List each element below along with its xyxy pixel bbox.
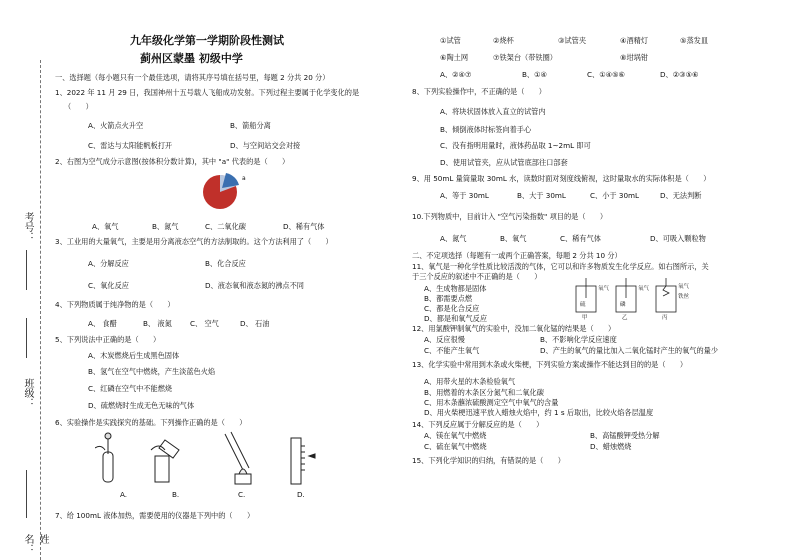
q7-item-4: ④酒精灯 <box>620 36 649 45</box>
q7-stem: 7、给 100mL 液体加热，需要使用的仪器是下列中的（ ） <box>55 511 255 520</box>
q1-opt-b: B、箭船分离 <box>230 121 271 130</box>
svg-text:铁丝: 铁丝 <box>678 294 690 300</box>
q9-opt-a: A、等于 30mL <box>440 191 489 200</box>
q5-opt-b: B、氢气在空气中燃烧，产生淡蓝色火焰 <box>88 367 216 376</box>
q1-opt-a: A、火箭点火升空 <box>88 121 144 130</box>
svg-text:乙: 乙 <box>622 315 628 320</box>
q2-opt-c: C、二氧化碳 <box>205 222 246 231</box>
q1-opt-c: C、雷达与太阳能帆板打开 <box>88 141 173 150</box>
q4-opt-d: D、 石油 <box>240 319 270 328</box>
q7-item-7: ⑦铁架台（带铁圈） <box>493 53 557 62</box>
q5-opt-c: C、红磷在空气中不能燃烧 <box>88 384 173 393</box>
svg-text:硫: 硫 <box>580 302 586 308</box>
label-banji: 班级： <box>22 378 33 408</box>
q10-opt-b: B、氧气 <box>500 234 527 243</box>
q7-item-1: ①试管 <box>440 36 461 45</box>
section1-heading: 一、选择题（每小题只有一个最佳选项，请将其序号填在括号里，每题 2 分共 20 分） <box>55 73 330 82</box>
q3-opt-c: C、氧化反应 <box>88 281 129 290</box>
q13-opt-b: B、用燃着的木条区分氮气和二氧化碳 <box>424 388 544 397</box>
q1-opt-d: D、与空间站交会对接 <box>230 141 301 150</box>
q14-opt-b: B、高锰酸钾受热分解 <box>590 431 660 440</box>
q11-opt-a: A、生成物都是固体 <box>424 284 487 293</box>
q13-stem: 13、化学实验中常用到木条或火柴梗，下列实验方案或操作不能达到目的的是（ ） <box>412 360 688 369</box>
q2-opt-a: A、氧气 <box>92 222 119 231</box>
q8-stem: 8、下列实验操作中，不正确的是（ ） <box>412 87 546 96</box>
binding-line <box>40 60 41 560</box>
air-composition-pie <box>200 168 248 214</box>
q6-figure-b <box>151 440 179 482</box>
kaohao-underline <box>26 250 27 290</box>
q6-opt-b: B. <box>172 490 180 499</box>
q7-opt-c: C、①④⑤⑥ <box>587 70 625 79</box>
q11-opt-c: C、都是化合反应 <box>424 304 480 313</box>
q11-jars-figure <box>570 276 690 320</box>
q14-opt-a: A、镁在氧气中燃烧 <box>424 431 487 440</box>
q5-opt-d: D、硫燃烧时生成无色无味的气体 <box>88 401 195 410</box>
q13-opt-a: A、用带火星的木条检验氧气 <box>424 377 516 386</box>
q9-opt-d: D、无法判断 <box>660 191 702 200</box>
q8-opt-d: D、使用试管夹，应从试管底部往口部套 <box>440 158 568 167</box>
q1-stem-paren: （ ） <box>64 102 93 111</box>
q4-opt-a: A、 食醋 <box>88 319 117 328</box>
pie-label-a: a <box>242 175 246 182</box>
q14-opt-c: C、硫在氧气中燃烧 <box>424 442 487 451</box>
q7-item-5: ⑤蒸发皿 <box>680 36 709 45</box>
svg-text:氧气: 氧气 <box>678 284 690 290</box>
q7-opt-d: D、②③⑤⑥ <box>660 70 699 79</box>
q7-item-8: ⑧坩埚钳 <box>620 53 649 62</box>
q4-stem: 4、下列物质属于纯净物的是（ ） <box>55 300 175 309</box>
q15-stem: 15、下列化学知识的归纳，有错误的是（ ） <box>412 456 565 465</box>
q12-opt-a: A、反应很慢 <box>424 335 465 344</box>
q10-opt-c: C、稀有气体 <box>560 234 601 243</box>
pie-a-slice <box>222 173 239 188</box>
q10-opt-a: A、氮气 <box>440 234 467 243</box>
label-xingming: 姓名： <box>22 534 48 554</box>
svg-text:磷: 磷 <box>620 302 626 308</box>
jar-bing <box>656 286 676 312</box>
q11-stem-1: 11、氧气是一种化学性质比较活泼的气体，它可以和许多物质发生化学反应。如右图所示，关 <box>412 262 709 271</box>
label-kaohao: 考号： <box>22 212 33 242</box>
q7-item-3: ③试管夹 <box>558 36 587 45</box>
q8-opt-b: B、倾倒液体时标签向着手心 <box>440 125 532 134</box>
section2-heading: 二、不定项选择（每题有一或两个正确答案，每题 2 分共 10 分） <box>412 251 622 260</box>
q11-stem-2: 于三个反应的叙述中不正确的是（ ） <box>412 272 542 281</box>
q13-opt-c: C、用木条蘸浓硫酸测定空气中氧气的含量 <box>424 398 559 407</box>
q7-item-2: ②烧杯 <box>493 36 514 45</box>
svg-text:甲: 甲 <box>582 315 588 320</box>
q12-opt-b: B、不影响化学反应速度 <box>540 335 617 344</box>
q6-figure-a <box>95 433 113 482</box>
q11-opt-b: B、都需要点燃 <box>424 294 473 303</box>
svg-text:氧气: 氧气 <box>598 286 610 292</box>
q8-opt-c: C、没有指明用量时，液体药品取 1~2mL 即可 <box>440 141 591 150</box>
q3-stem: 3、工业用的大量氧气，主要是用分离液态空气的方法制取的。这个方法利用了（ ） <box>55 237 333 246</box>
q6-opt-c: C. <box>238 490 246 499</box>
q7-opt-b: B、①④ <box>522 70 548 79</box>
q6-lab-figures <box>95 430 335 488</box>
q3-opt-a: A、分解反应 <box>88 259 129 268</box>
q5-opt-a: A、木炭燃烧后生成黑色固体 <box>88 351 180 360</box>
page-title: 九年级化学第一学期阶段性测试 <box>130 34 284 47</box>
q2-opt-b: B、氮气 <box>152 222 179 231</box>
q10-opt-d: D、可吸入颗粒物 <box>650 234 706 243</box>
q14-stem: 14、下列反应属于分解反应的是（ ） <box>412 420 544 429</box>
q3-opt-b: B、化合反应 <box>205 259 246 268</box>
q2-opt-d: D、稀有气体 <box>283 222 325 231</box>
svg-text:丙: 丙 <box>662 315 668 320</box>
q9-opt-b: B、大于 30mL <box>517 191 566 200</box>
q5-stem: 5、下列说法中正确的是（ ） <box>55 335 161 344</box>
q10-stem: 10.下列物质中，目前计入 "空气污染指数" 项目的是（ ） <box>412 212 608 221</box>
q8-opt-a: A、将块状固体放入直立的试管内 <box>440 107 546 116</box>
q2-stem: 2、右图为空气成分示意图(按体积分数计算)，其中 "a" 代表的是（ ） <box>55 157 290 166</box>
q4-opt-b: B、 液氮 <box>143 319 172 328</box>
q4-opt-c: C、 空气 <box>190 319 219 328</box>
q12-opt-c: C、不能产生氧气 <box>424 346 480 355</box>
q1-stem: 1、2022 年 11 月 29 日，我国神州十五号载人飞船成功发射。下列过程主要属于化学变化的是 <box>55 88 360 97</box>
q7-item-6: ⑥陶土网 <box>440 53 469 62</box>
q12-stem: 12、用氯酸钾制氧气的实验中，没加二氧化锰的结果是（ ） <box>412 324 616 333</box>
q9-stem: 9、用 50mL 量筒量取 30mL 水，读数时面对刻度线俯视，这时量取水的实际体积是（ ） <box>412 174 711 183</box>
q6-opt-a: A. <box>120 490 128 499</box>
q6-figure-d <box>291 438 315 484</box>
q6-stem: 6、实验操作是实践探究的基础。下列操作正确的是（ ） <box>55 418 247 427</box>
q12-opt-d: D、产生的氧气的量比加入二氧化锰时产生的氧气的量少 <box>540 346 719 355</box>
q11-opt-d: D、都是和氧气反应 <box>424 314 488 323</box>
q3-opt-d: D、液态氧和液态氮的沸点不同 <box>205 281 304 290</box>
q6-figure-c <box>225 432 251 484</box>
svg-text:氧气: 氧气 <box>638 286 650 292</box>
q9-opt-c: C、小于 30mL <box>590 191 640 200</box>
q7-opt-a: A、②④⑦ <box>440 70 472 79</box>
page-subtitle: 蓟州区蒙墨 初级中学 <box>140 52 243 65</box>
xingming-underline <box>26 470 27 518</box>
q13-opt-d: D、用火柴梗迅速平放入蜡烛火焰中，约 1 s 后取出，比较火焰各层温度 <box>424 408 654 417</box>
q6-opt-d: D. <box>297 490 305 499</box>
q14-opt-d: D、蜡烛燃烧 <box>590 442 632 451</box>
banji-underline <box>26 318 27 358</box>
